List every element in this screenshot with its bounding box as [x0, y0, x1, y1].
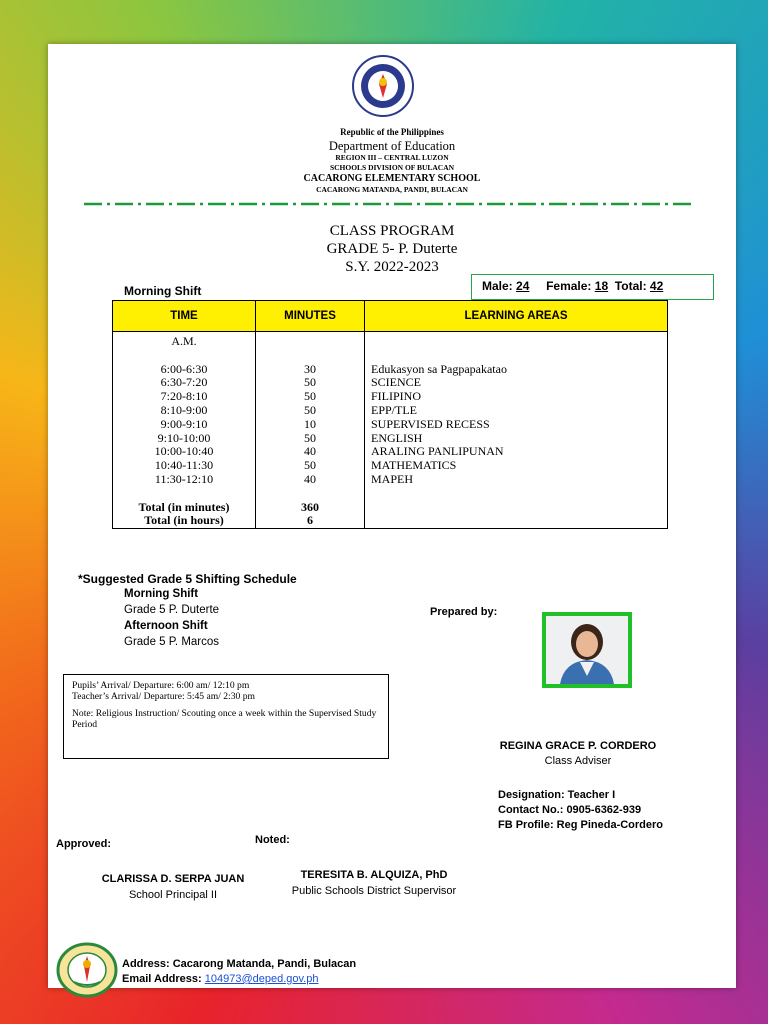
female-label: Female:	[546, 279, 592, 293]
time-cell: 6:00-6:30	[160, 361, 208, 376]
header-region: REGION III – CENTRAL LUZON	[335, 153, 449, 162]
teacher-arrival: Teacher’s Arrival/ Departure: 5:45 am/ 2:30 pm	[72, 691, 255, 702]
shifting-morning-label: Morning Shift	[124, 588, 199, 600]
minutes-cell: 40	[304, 444, 316, 459]
minutes-column	[256, 332, 365, 529]
adviser-contact: Contact No.: 0905-6362-939	[498, 804, 642, 816]
title-school-year: S.Y. 2022-2023	[345, 259, 439, 275]
pupils-arrival: Pupils’ Arrival/ Departure: 6:00 am/ 12:10 pm	[72, 680, 250, 691]
noted-label: Noted:	[255, 834, 290, 846]
adviser-designation: Designation: Teacher I	[498, 789, 616, 801]
principal-name: CLARISSA D. SERPA JUAN	[101, 873, 245, 885]
supervisor-role: Public Schools District Supervisor	[291, 885, 457, 897]
total-hours-value: 6	[307, 513, 313, 528]
title-class-program: CLASS PROGRAM	[329, 223, 455, 239]
adviser-name: REGINA GRACE P. CORDERO	[499, 740, 657, 752]
total-minutes-value: 360	[301, 499, 319, 514]
shifting-afternoon-label: Afternoon Shift	[124, 620, 208, 632]
header-divider	[84, 201, 696, 207]
supervisor-name: TERESITA B. ALQUIZA, PhD	[300, 869, 448, 881]
total-minutes-label: Total (in minutes)	[138, 499, 230, 514]
shifting-morning-section: Grade 5 P. Duterte	[124, 604, 220, 616]
adviser-fb-profile: FB Profile: Reg Pineda-Cordero	[498, 819, 664, 831]
time-cell: 8:10-9:00	[160, 402, 208, 417]
time-cell: 11:30-12:10	[154, 471, 214, 486]
learning-area-cell: SCIENCE	[371, 375, 422, 390]
email-link[interactable]: 104973@deped.gov.ph	[204, 973, 319, 985]
principal-role: School Principal II	[128, 889, 218, 901]
time-cell: 6:30-7:20	[160, 375, 208, 390]
learning-area-cell: ENGLISH	[371, 430, 423, 445]
male-count: 24	[516, 279, 530, 293]
header-republic: Republic of the Philippines	[340, 127, 444, 137]
adviser-details	[498, 788, 663, 833]
header-time: TIME	[113, 301, 256, 332]
period-label: A.M.	[171, 334, 197, 348]
minutes-cell: 50	[304, 375, 316, 390]
document-page	[48, 44, 736, 988]
learning-area-cell: ARALING PANLIPUNAN	[371, 444, 504, 459]
shifting-title: *Suggested Grade 5 Shifting Schedule	[78, 572, 297, 586]
prepared-by-label: Prepared by:	[430, 606, 498, 618]
minutes-cell: 10	[304, 416, 316, 431]
deped-logo	[351, 54, 415, 118]
minutes-cell: 50	[304, 402, 316, 417]
time-cell: 9:10-10:00	[157, 430, 211, 445]
learning-area-cell: Edukasyon sa Pagpapakatao	[371, 361, 507, 376]
minutes-cell: 40	[304, 471, 316, 486]
notes-box	[63, 674, 389, 759]
religious-note: Note: Religious Instruction/ Scouting once a week within the Supervised Study Period	[72, 708, 377, 730]
header-minutes: MINUTES	[256, 301, 365, 332]
learning-area-cell: FILIPINO	[371, 389, 421, 404]
total-hours-label: Total (in hours)	[144, 513, 224, 528]
header-learning-areas: LEARNING AREAS	[365, 301, 668, 332]
approved-label: Approved:	[56, 838, 111, 850]
adviser-photo-image	[546, 616, 628, 684]
learning-area-cell: EPP/TLE	[371, 402, 418, 417]
time-column	[113, 332, 256, 529]
class-program-table	[112, 300, 668, 529]
learning-area-cell: MAPEH	[371, 471, 414, 486]
adviser-role: Class Adviser	[544, 755, 612, 767]
footer-email-label: Email Address:	[122, 973, 202, 985]
learning-areas-column	[365, 332, 668, 529]
header-school: CACARONG ELEMENTARY SCHOOL	[303, 173, 481, 184]
adviser-photo	[542, 612, 632, 688]
time-cell: 10:40-11:30	[154, 458, 214, 473]
header-division: SCHOOLS DIVISION OF BULACAN	[329, 163, 455, 172]
learning-area-cell: MATHEMATICS	[371, 458, 457, 473]
female-count: 18	[594, 279, 609, 293]
header-location: CACARONG MATANDA, PANDI, BULACAN	[316, 185, 468, 194]
male-label: Male:	[482, 279, 513, 293]
time-cell: 9:00-9:10	[160, 416, 208, 431]
total-count: 42	[649, 279, 664, 293]
minutes-cell: 30	[304, 361, 316, 376]
morning-shift-label: Morning Shift	[124, 284, 202, 298]
time-cell: 7:20-8:10	[160, 389, 208, 404]
shifting-afternoon-section: Grade 5 P. Marcos	[124, 636, 220, 648]
minutes-cell: 50	[304, 458, 316, 473]
footer-address: Address: Cacarong Matanda, Pandi, Bulacan	[122, 958, 357, 970]
school-seal	[56, 942, 118, 998]
learning-area-cell: SUPERVISED RECESS	[371, 416, 490, 431]
enrollment-stats	[471, 274, 714, 300]
minutes-cell: 50	[304, 430, 316, 445]
minutes-cell: 50	[304, 389, 316, 404]
total-label: Total:	[614, 279, 647, 293]
time-cell: 10:00-10:40	[154, 444, 214, 459]
header-department: Department of Education	[328, 139, 456, 153]
footer-email-line	[122, 973, 318, 985]
title-grade: GRADE 5- P. Duterte	[326, 241, 458, 257]
